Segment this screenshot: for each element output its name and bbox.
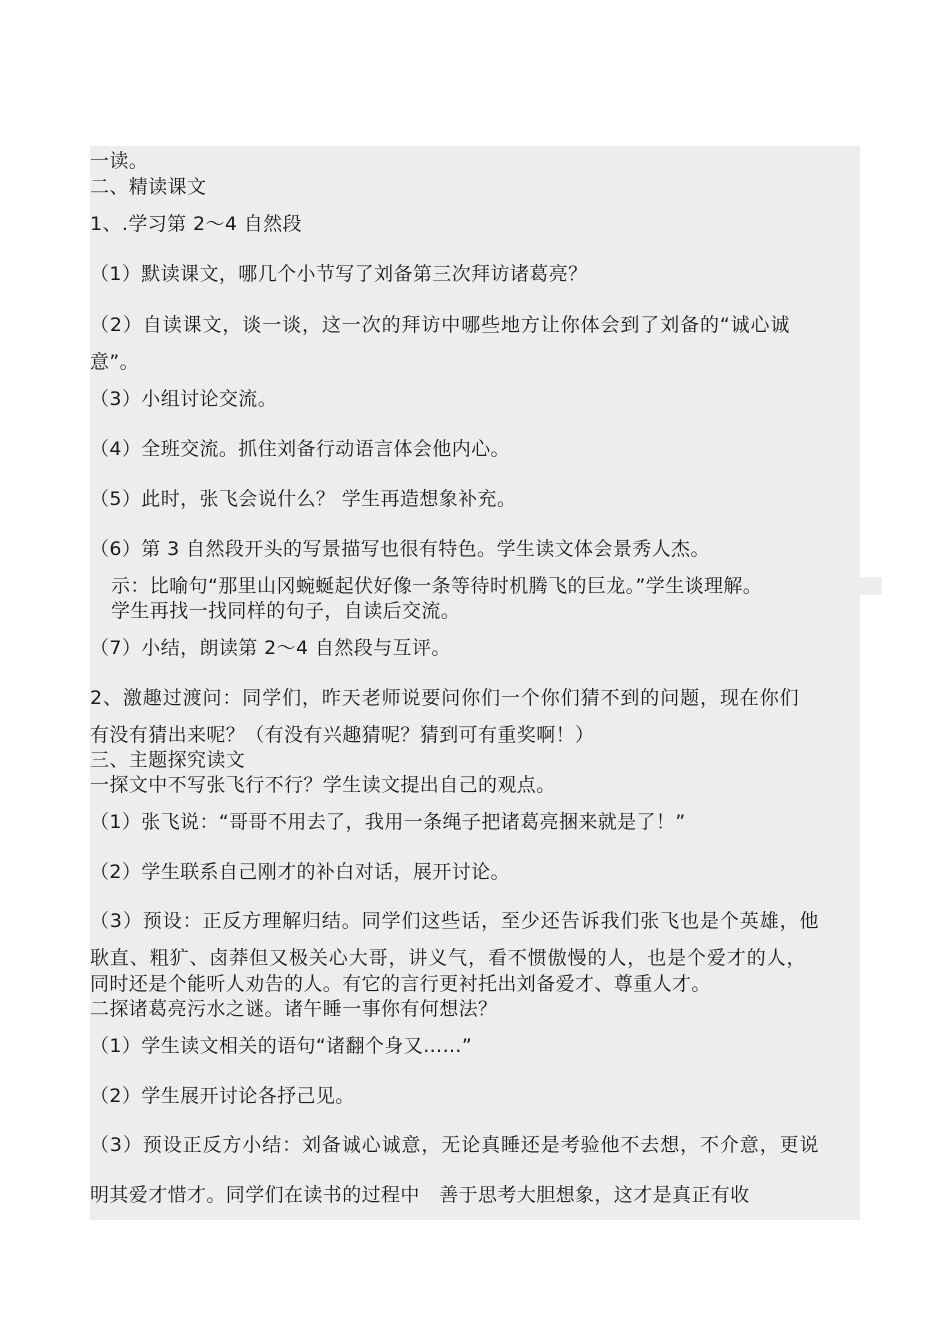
text-line: （3）预设：正反方理解归结。同学们这些话，至少还告诉我们张飞也是个英雄，他 <box>90 910 820 932</box>
text-line: （6）第 3 自然段开头的写景描写也很有特色。学生读文体会景秀人杰。 <box>90 538 710 560</box>
document-text-block <box>90 146 860 1220</box>
text-line: （3）小组讨论交流。 <box>90 388 278 410</box>
text-line: （2）学生展开讨论各抒己见。 <box>90 1085 355 1107</box>
text-line: （7）小结，朗读第 2～4 自然段与互评。 <box>90 637 451 659</box>
text-line: （1）张飞说：“哥哥不用去了，我用一条绳子把诸葛亮捆来就是了！” <box>90 811 686 833</box>
text-line: 明其爱才惜才。同学们在读书的过程中 善于思考大胆想象，这才是真正有收 <box>90 1184 750 1206</box>
text-line: 示：比喻句“那里山冈蜿蜒起伏好像一条等待时机腾飞的巨龙。”学生谈理解。 <box>111 575 763 597</box>
text-line: 耿直、粗犷、卤莽但又极关心大哥，讲义气，看不惯傲慢的人，也是个爱才的人， <box>90 947 807 969</box>
text-line: 1、.学习第 2～4 自然段 <box>90 213 302 235</box>
text-line: 同时还是个能听人劝告的人。有它的言行更衬托出刘备爱才、尊重人才。 <box>90 973 711 995</box>
section-heading: 三、主题探究读文 <box>90 749 246 771</box>
text-line: 有没有猜出来呢？（有没有兴趣猜呢？猜到可有重奖啊！） <box>90 724 595 746</box>
text-line: 学生再找一找同样的句子，自读后交流。 <box>111 600 461 622</box>
text-line: 一探文中不写张飞行不行？学生读文提出自己的观点。 <box>90 774 556 796</box>
text-line: 2、激趣过渡问：同学们，昨天老师说要问你们一个你们猜不到的问题，现在你们 <box>90 687 800 709</box>
section-heading: 二、精读课文 <box>90 176 207 198</box>
text-line: 意”。 <box>90 351 140 373</box>
text-overhang-highlight <box>860 577 882 595</box>
text-line: （5）此时，张飞会说什么？ 学生再造想象补充。 <box>90 488 517 510</box>
text-line: （4）全班交流。抓住刘备行动语言体会他内心。 <box>90 438 510 460</box>
text-line: （2）自读课文，谈一谈，这一次的拜访中哪些地方让你体会到了刘备的“诚心诚 <box>90 314 791 336</box>
text-line: 一读。 <box>90 150 149 172</box>
text-line: （2）学生联系自己刚才的补白对话，展开讨论。 <box>90 861 510 883</box>
text-line: （1）默读课文，哪几个小节写了刘备第三次拜访诸葛亮？ <box>90 263 588 285</box>
text-line: （3）预设正反方小结：刘备诚心诚意，无论真睡还是考验他不去想，不介意，更说 <box>90 1134 820 1156</box>
text-line: 二探诸葛亮污水之谜。诸午睡一事你有何想法？ <box>90 998 498 1020</box>
text-line: （1）学生读文相关的语句“诸翻个身又……” <box>90 1035 473 1057</box>
